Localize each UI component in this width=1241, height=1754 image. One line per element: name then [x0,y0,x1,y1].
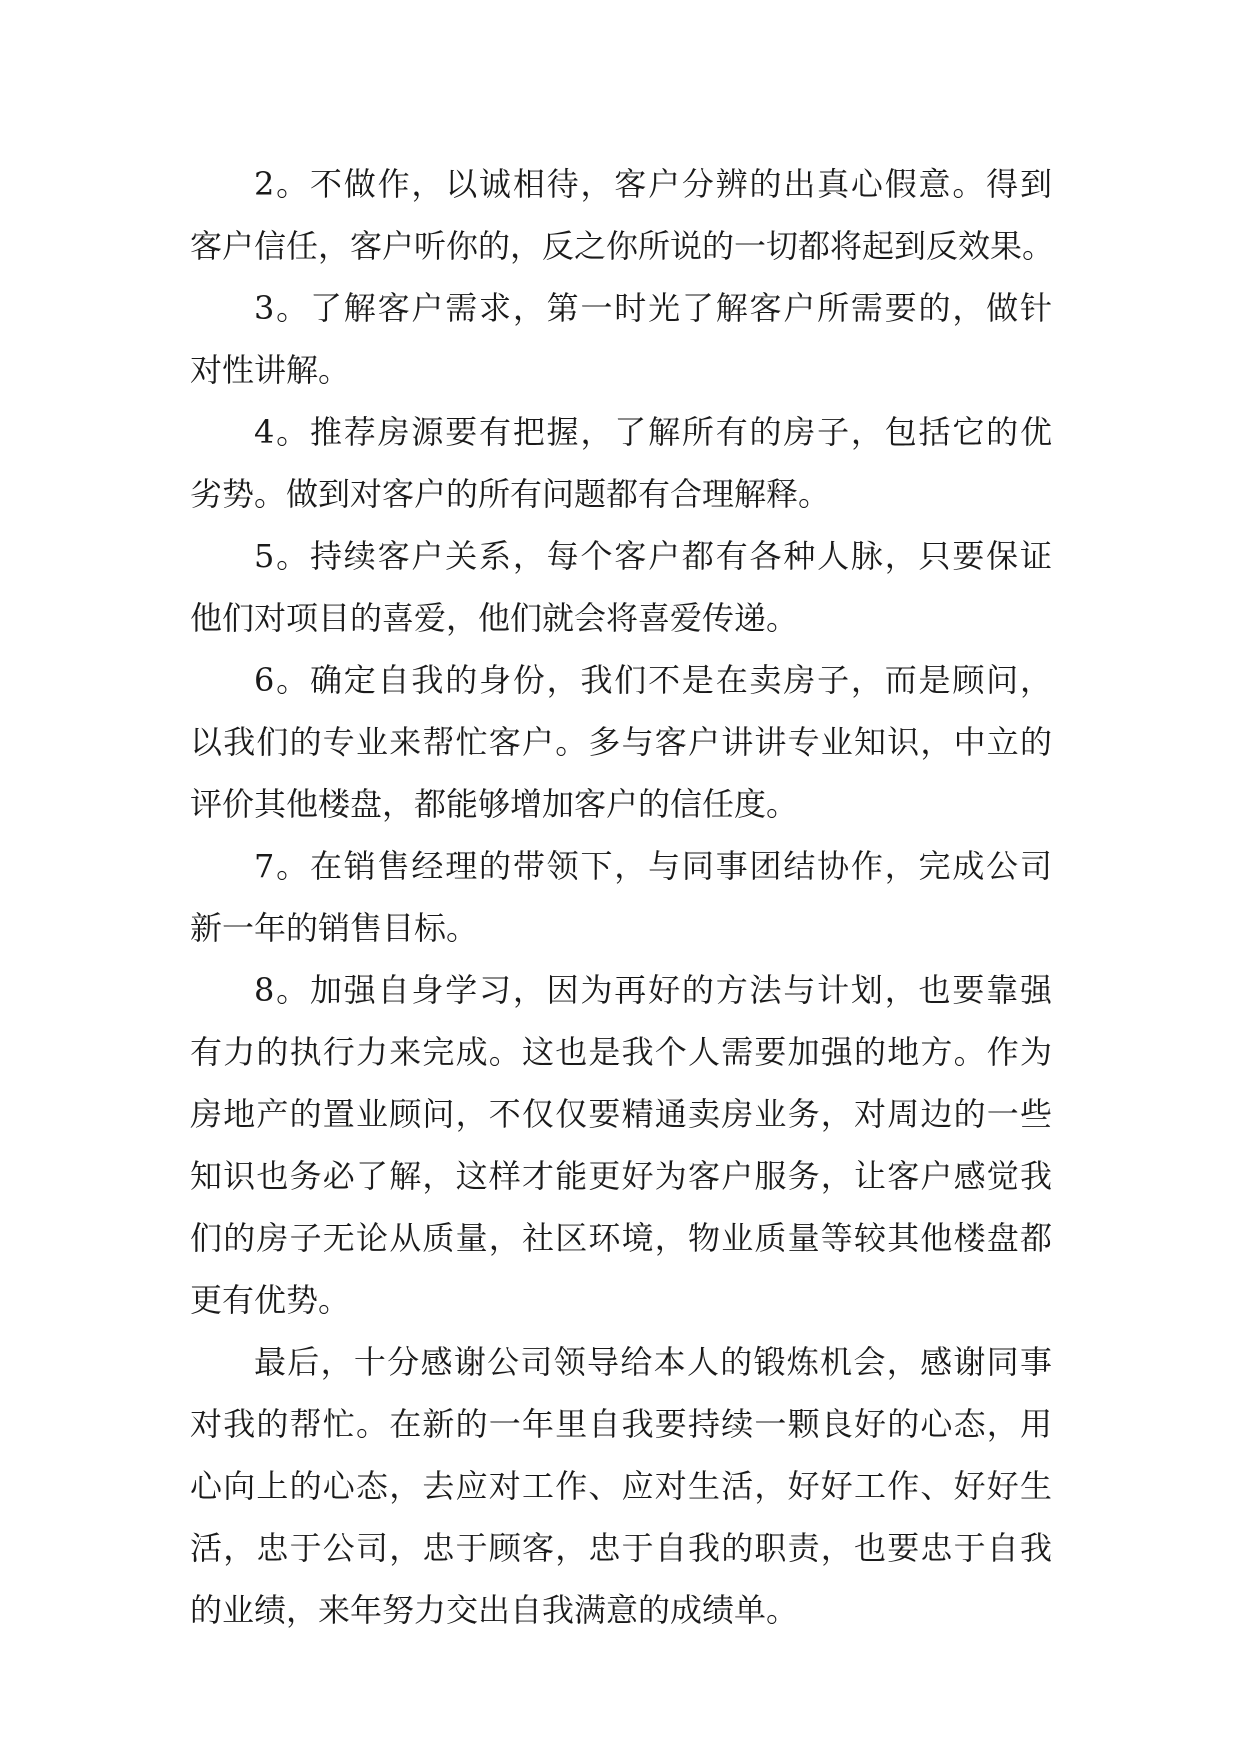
paragraph-2-line-1: 2。不做作，以诚相待，客户分辨的出真心假意。得到 [254,165,1052,203]
paragraph-8-line-3: 房地产的置业顾问，不仅仅要精通卖房业务，对周边的一些 [190,1095,1052,1133]
paragraph-8-line-1: 8。加强自身学习，因为再好的方法与计划，也要靠强 [254,971,1052,1009]
paragraph-8-line-6: 更有优势。 [190,1281,351,1319]
paragraph-6-line-2: 以我们的专业来帮忙客户。多与客户讲讲专业知识，中立的 [190,723,1052,761]
paragraph-2-line-2: 客户信任，客户听你的，反之你所说的一切都将起到反效果。 [190,227,1055,265]
paragraph-4-line-1: 4。推荐房源要有把握，了解所有的房子，包括它的优 [254,413,1052,451]
paragraph-7-line-2: 新一年的销售目标。 [190,909,479,947]
paragraph-8-line-2: 有力的执行力来完成。这也是我个人需要加强的地方。作为 [190,1033,1052,1071]
paragraph-5-line-2: 他们对项目的喜爱，他们就会将喜爱传递。 [190,599,799,637]
closing-paragraph-line-1: 最后，十分感谢公司领导给本人的锻炼机会，感谢同事 [254,1343,1052,1381]
paragraph-4-line-2: 劣势。做到对客户的所有问题都有合理解释。 [190,475,831,513]
closing-paragraph-line-4: 活，忠于公司，忠于顾客，忠于自我的职责，也要忠于自我 [190,1529,1052,1567]
paragraph-8-line-4: 知识也务必了解，这样才能更好为客户服务，让客户感觉我 [190,1157,1052,1195]
closing-paragraph-line-5: 的业绩，来年努力交出自我满意的成绩单。 [190,1591,799,1629]
paragraph-7-line-1: 7。在销售经理的带领下，与同事团结协作，完成公司 [254,847,1052,885]
paragraph-6-line-3: 评价其他楼盘，都能够增加客户的信任度。 [190,785,799,823]
closing-paragraph-line-2: 对我的帮忙。在新的一年里自我要持续一颗良好的心态，用 [190,1405,1052,1443]
paragraph-5-line-1: 5。持续客户关系，每个客户都有各种人脉，只要保证 [254,537,1052,575]
paragraph-6-line-1: 6。确定自我的身份，我们不是在卖房子，而是顾问， [254,661,1052,699]
paragraph-8-line-5: 们的房子无论从质量，社区环境，物业质量等较其他楼盘都 [190,1219,1052,1257]
paragraph-3-line-1: 3。了解客户需求，第一时光了解客户所需要的，做针 [254,289,1052,327]
paragraph-3-line-2: 对性讲解。 [190,351,351,389]
closing-paragraph-line-3: 心向上的心态，去应对工作、应对生活，好好工作、好好生 [190,1467,1052,1505]
